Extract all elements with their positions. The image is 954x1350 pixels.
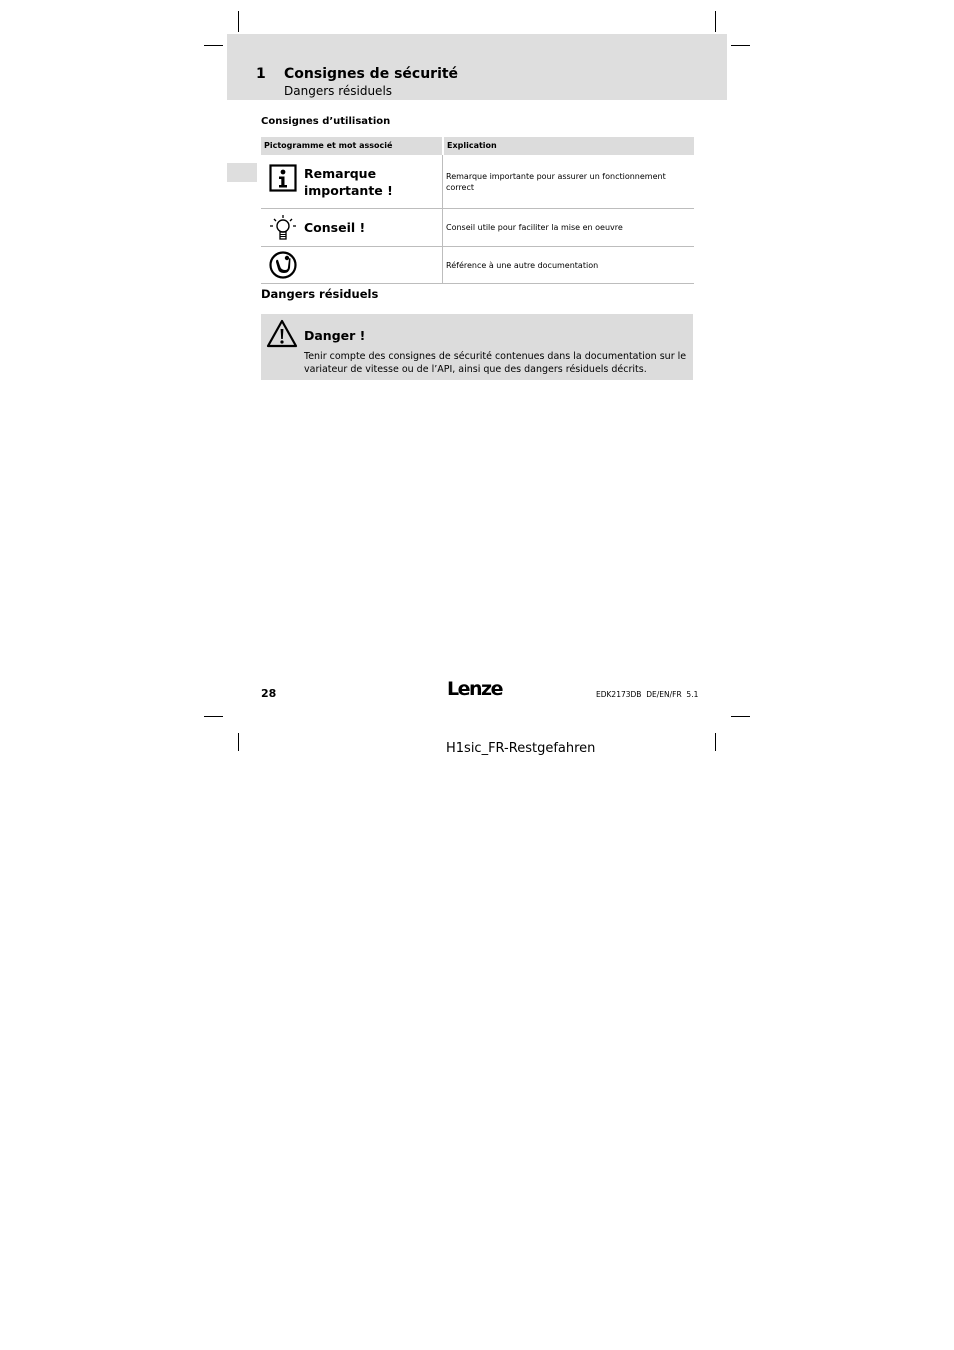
reference-hand-icon: [266, 248, 300, 282]
crop-mark: [204, 45, 223, 46]
table-cell-explanation: Référence à une autre documentation: [446, 260, 599, 270]
document-reference: EDK2173DB DE/EN/FR 5.1: [596, 690, 699, 699]
crop-mark: [204, 716, 223, 717]
crop-mark: [731, 716, 750, 717]
page-number: 28: [261, 687, 277, 700]
table-cell-pictogram: [261, 247, 443, 283]
chapter-number: 1: [256, 66, 266, 82]
chapter-title: Consignes de sécurité: [284, 66, 459, 82]
danger-text: Tenir compte des consignes de sécurité contenues dans la documentation sur le variateur de vitesse ou de l’API, ainsi que des dangers résiduels décrits.: [304, 351, 687, 375]
table-header-explanation: Explication: [444, 137, 694, 155]
crop-mark: [715, 733, 716, 751]
danger-title: Danger !: [304, 328, 366, 343]
chapter-subtitle: Dangers résiduels: [284, 84, 393, 98]
table-row: [261, 209, 694, 247]
side-tab: [227, 163, 257, 182]
table-row: [261, 247, 694, 284]
lenze-logo: Lenze: [447, 678, 502, 700]
table-label-tip: Conseil !: [304, 220, 366, 235]
table-label-important: Remarque importante !: [304, 165, 393, 198]
table-header: [261, 137, 694, 155]
danger-notice: [261, 314, 693, 380]
info-icon: [266, 161, 300, 195]
crop-mark: [238, 11, 239, 32]
residual-section-title: Dangers résiduels: [261, 287, 379, 301]
crop-mark: [715, 11, 716, 32]
usage-section-title: Consignes d’utilisation: [261, 116, 391, 127]
lightbulb-icon: [266, 211, 300, 245]
crop-mark: [238, 733, 239, 751]
table-header-pictogram: Pictogramme et mot associé: [261, 137, 442, 155]
table-cell-explanation: Remarque importante pour assurer un fonctionnement correct: [446, 171, 666, 192]
warning-triangle-icon: [266, 319, 298, 349]
crop-mark: [731, 45, 750, 46]
table-row: [261, 155, 694, 209]
pictogram-table: [261, 137, 694, 284]
table-cell-pictogram: [261, 155, 443, 208]
table-cell-explanation: Conseil utile pour faciliter la mise en oeuvre: [446, 223, 623, 232]
file-label: H1sic_FR-Restgefahren: [446, 741, 596, 756]
table-cell-pictogram: [261, 209, 443, 246]
